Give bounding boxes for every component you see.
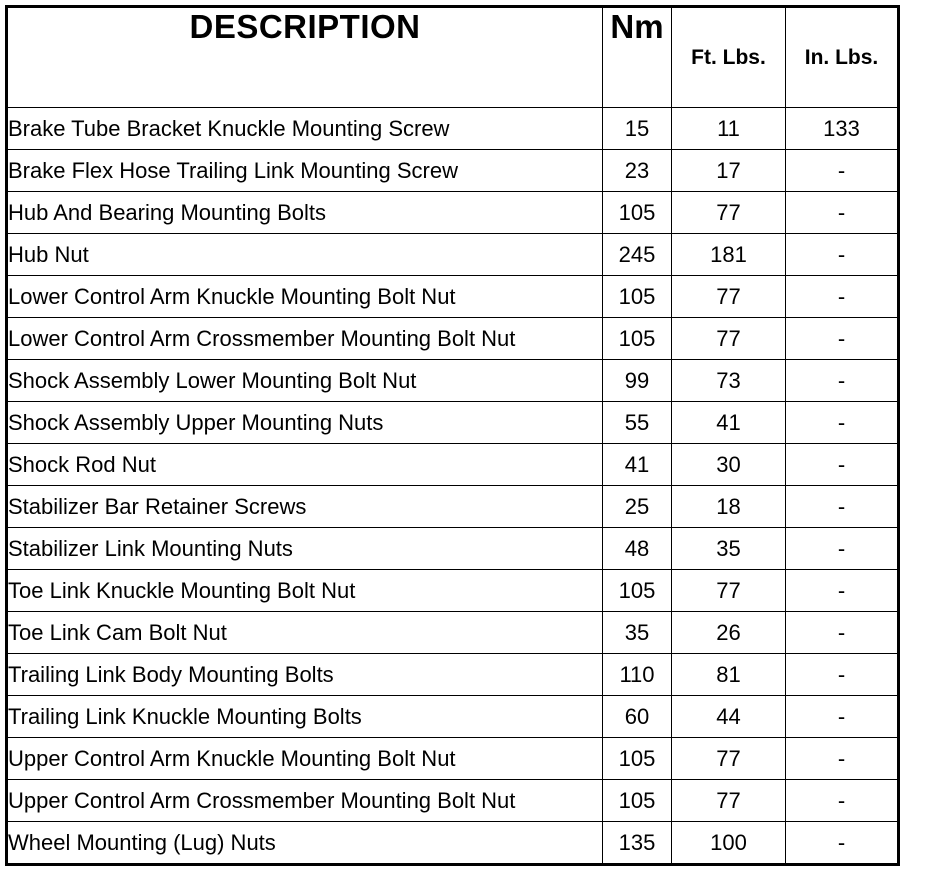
- header-row: [7, 7, 899, 108]
- cell-ft-lbs: 77: [672, 780, 786, 822]
- cell-description: Stabilizer Link Mounting Nuts: [7, 528, 603, 570]
- cell-nm: 60: [603, 696, 672, 738]
- cell-nm: 245: [603, 234, 672, 276]
- cell-ft-lbs: 100: [672, 822, 786, 865]
- cell-in-lbs: 133: [786, 108, 899, 150]
- cell-description: Toe Link Cam Bolt Nut: [7, 612, 603, 654]
- cell-ft-lbs: 35: [672, 528, 786, 570]
- cell-ft-lbs: 17: [672, 150, 786, 192]
- table-row: [7, 612, 899, 654]
- cell-in-lbs: -: [786, 192, 899, 234]
- table-row: [7, 108, 899, 150]
- cell-in-lbs: -: [786, 444, 899, 486]
- cell-in-lbs: -: [786, 612, 899, 654]
- table-row: [7, 696, 899, 738]
- cell-ft-lbs: 18: [672, 486, 786, 528]
- cell-description: Lower Control Arm Crossmember Mounting Bolt Nut: [7, 318, 603, 360]
- table-row: [7, 192, 899, 234]
- header-nm: Nm: [603, 7, 672, 108]
- cell-description: Upper Control Arm Crossmember Mounting Bolt Nut: [7, 780, 603, 822]
- cell-ft-lbs: 26: [672, 612, 786, 654]
- cell-description: Upper Control Arm Knuckle Mounting Bolt Nut: [7, 738, 603, 780]
- header-in-lbs: In. Lbs.: [786, 7, 899, 108]
- cell-description: Trailing Link Body Mounting Bolts: [7, 654, 603, 696]
- table-header: [7, 7, 899, 108]
- cell-in-lbs: -: [786, 318, 899, 360]
- table-row: [7, 150, 899, 192]
- cell-nm: 105: [603, 780, 672, 822]
- cell-description: Hub Nut: [7, 234, 603, 276]
- cell-ft-lbs: 41: [672, 402, 786, 444]
- cell-description: Shock Rod Nut: [7, 444, 603, 486]
- cell-description: Shock Assembly Lower Mounting Bolt Nut: [7, 360, 603, 402]
- table-row: [7, 780, 899, 822]
- cell-in-lbs: -: [786, 360, 899, 402]
- cell-ft-lbs: 77: [672, 276, 786, 318]
- cell-nm: 135: [603, 822, 672, 865]
- header-ft-lbs: Ft. Lbs.: [672, 7, 786, 108]
- cell-description: Toe Link Knuckle Mounting Bolt Nut: [7, 570, 603, 612]
- table-row: [7, 570, 899, 612]
- cell-description: Trailing Link Knuckle Mounting Bolts: [7, 696, 603, 738]
- cell-ft-lbs: 77: [672, 570, 786, 612]
- cell-in-lbs: -: [786, 402, 899, 444]
- cell-nm: 15: [603, 108, 672, 150]
- cell-in-lbs: -: [786, 696, 899, 738]
- cell-nm: 105: [603, 738, 672, 780]
- cell-description: Brake Flex Hose Trailing Link Mounting Screw: [7, 150, 603, 192]
- cell-nm: 99: [603, 360, 672, 402]
- table-body: [7, 108, 899, 865]
- table-row: [7, 486, 899, 528]
- table-row: [7, 738, 899, 780]
- cell-ft-lbs: 77: [672, 738, 786, 780]
- cell-in-lbs: -: [786, 780, 899, 822]
- cell-in-lbs: -: [786, 276, 899, 318]
- cell-description: Hub And Bearing Mounting Bolts: [7, 192, 603, 234]
- cell-in-lbs: -: [786, 528, 899, 570]
- header-description: DESCRIPTION: [7, 7, 603, 108]
- cell-nm: 48: [603, 528, 672, 570]
- cell-nm: 110: [603, 654, 672, 696]
- table-row: [7, 822, 899, 865]
- cell-ft-lbs: 181: [672, 234, 786, 276]
- cell-ft-lbs: 77: [672, 192, 786, 234]
- cell-nm: 105: [603, 192, 672, 234]
- cell-in-lbs: -: [786, 570, 899, 612]
- table-row: [7, 318, 899, 360]
- cell-in-lbs: -: [786, 486, 899, 528]
- cell-nm: 23: [603, 150, 672, 192]
- cell-description: Stabilizer Bar Retainer Screws: [7, 486, 603, 528]
- cell-nm: 105: [603, 570, 672, 612]
- cell-in-lbs: -: [786, 738, 899, 780]
- cell-ft-lbs: 77: [672, 318, 786, 360]
- torque-spec-table: [5, 5, 900, 866]
- cell-in-lbs: -: [786, 822, 899, 865]
- cell-description: Lower Control Arm Knuckle Mounting Bolt Nut: [7, 276, 603, 318]
- table-row: [7, 234, 899, 276]
- cell-ft-lbs: 11: [672, 108, 786, 150]
- cell-nm: 25: [603, 486, 672, 528]
- table-row: [7, 654, 899, 696]
- cell-in-lbs: -: [786, 234, 899, 276]
- cell-in-lbs: -: [786, 150, 899, 192]
- cell-nm: 35: [603, 612, 672, 654]
- table-row: [7, 276, 899, 318]
- cell-nm: 41: [603, 444, 672, 486]
- cell-ft-lbs: 44: [672, 696, 786, 738]
- table-row: [7, 402, 899, 444]
- cell-ft-lbs: 30: [672, 444, 786, 486]
- cell-ft-lbs: 81: [672, 654, 786, 696]
- cell-in-lbs: -: [786, 654, 899, 696]
- cell-nm: 55: [603, 402, 672, 444]
- table-row: [7, 528, 899, 570]
- table-row: [7, 444, 899, 486]
- cell-nm: 105: [603, 276, 672, 318]
- table-row: [7, 360, 899, 402]
- cell-nm: 105: [603, 318, 672, 360]
- cell-description: Shock Assembly Upper Mounting Nuts: [7, 402, 603, 444]
- cell-description: Wheel Mounting (Lug) Nuts: [7, 822, 603, 865]
- cell-description: Brake Tube Bracket Knuckle Mounting Screw: [7, 108, 603, 150]
- cell-ft-lbs: 73: [672, 360, 786, 402]
